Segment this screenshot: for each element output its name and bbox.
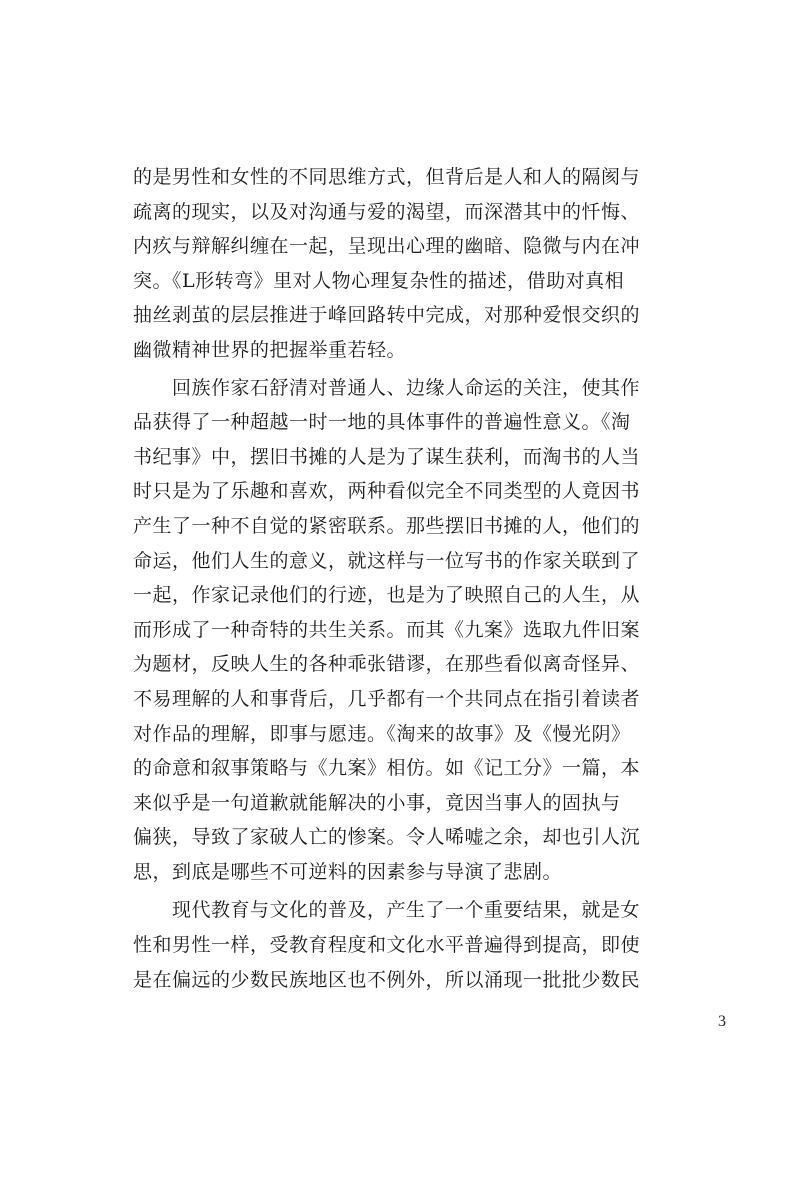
text-line: 而形成了一种奇特的共生关系。而其《九案》选取九件旧案: [133, 618, 641, 641]
text-line: 一起，作家记录他们的行迹，也是为了映照自己的人生，从: [133, 584, 641, 607]
page-body: [133, 160, 663, 997]
text-line: 突。《L形转弯》里对人物心理复杂性的描述，借助对真相: [133, 269, 625, 292]
text-line: 时只是为了乐趣和喜欢，两种看似完全不同类型的人竟因书: [133, 480, 641, 503]
text-line: 书纪事》中，摆旧书摊的人是为了谋生获利，而淘书的人当: [133, 445, 641, 468]
paragraph: [133, 160, 663, 368]
text-line: 性和男性一样，受教育程度和文化水平普遍得到提高，即使: [133, 934, 641, 957]
text-line: 不易理解的人和事背后，几乎都有一个共同点在指引着读者: [133, 687, 641, 710]
text-line: 思，到底是哪些不可逆料的因素参与导演了悲剧。: [133, 860, 563, 883]
text-line: 来似乎是一句道歉就能解决的小事，竟因当事人的固执与: [133, 791, 621, 814]
text-line: 为题材，反映人生的各种乖张错谬，在那些看似离奇怪异、: [133, 653, 641, 676]
paragraph: [133, 893, 663, 997]
text-line: 产生了一种不自觉的紧密联系。那些摆旧书摊的人，他们的: [133, 514, 641, 537]
text-line: 偏狭，导致了家破人亡的惨案。令人唏嘘之余，却也引人沉: [133, 826, 641, 849]
text-line: 抽丝剥茧的层层推进于峰回路转中完成，对那种爱恨交织的: [133, 304, 641, 327]
text-line: 对作品的理解，即事与愿违。《淘来的故事》及《慢光阴》: [133, 722, 631, 745]
text-line: 幽微精神世界的把握举重若轻。: [133, 338, 407, 361]
text-line: 疏离的现实，以及对沟通与爱的渴望，而深潜其中的忏悔、: [133, 200, 641, 223]
text-line: 命运，他们人生的意义，就这样与一位写书的作家关联到了: [133, 549, 641, 572]
page-number: 3: [718, 1013, 726, 1030]
text-line: 品获得了一种超越一时一地的具体事件的普遍性意义。《淘: [133, 411, 631, 434]
text-line: 内疚与辩解纠缠在一起，呈现出心理的幽暗、隐微与内在冲: [133, 235, 641, 258]
text-line: 现代教育与文化的普及，产生了一个重要结果，就是女: [133, 899, 641, 922]
text-line: 的命意和叙事策略与《九案》相仿。如《记工分》一篇，本: [133, 757, 641, 780]
paragraph: [133, 371, 663, 890]
text-line: 是在偏远的少数民族地区也不例外，所以涌现一批批少数民: [133, 968, 641, 991]
text-line: 的是男性和女性的不同思维方式，但背后是人和人的隔阂与: [133, 166, 641, 188]
text-line: 回族作家石舒清对普通人、边缘人命运的关注，使其作: [133, 376, 641, 399]
